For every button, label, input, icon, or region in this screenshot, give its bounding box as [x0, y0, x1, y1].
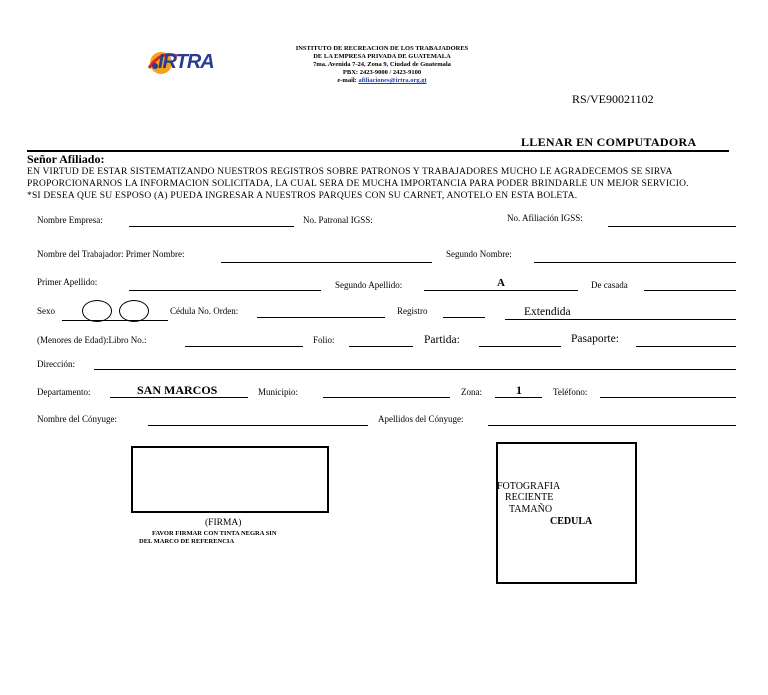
registro-field[interactable]	[443, 317, 485, 318]
signature-box[interactable]	[131, 446, 329, 513]
org-line2: DE LA EMPRESA PRIVADA DE GUATEMALA	[313, 53, 451, 60]
sexo-underline	[62, 320, 168, 321]
label-apellidos-conyuge: Apellidos del Cónyuge:	[378, 414, 464, 424]
label-extendida: Extendida	[524, 306, 571, 318]
libro-field[interactable]	[185, 346, 303, 347]
label-pasaporte: Pasaporte:	[571, 333, 619, 345]
org-address: 7ma. Avenida 7-24, Zona 9, Ciudad de Guatemala	[313, 61, 451, 68]
label-direccion: Dirección:	[37, 359, 75, 369]
signature-label: (FIRMA)	[205, 518, 242, 528]
label-partida: Partida:	[424, 334, 460, 346]
primer-apellido-field[interactable]	[129, 290, 321, 291]
segundo-nombre-field[interactable]	[534, 262, 736, 263]
extendida-field[interactable]	[505, 319, 736, 320]
label-registro: Registro	[397, 306, 428, 316]
cedula-orden-field[interactable]	[257, 317, 385, 318]
form-code: RS/VE90021102	[572, 92, 654, 106]
org-line1: INSTITUTO DE RECREACION DE LOS TRABAJADORES	[295, 45, 469, 52]
label-sexo: Sexo	[37, 306, 55, 316]
salutation: Señor Afiliado:	[27, 152, 105, 166]
label-de-casada: De casada	[591, 280, 628, 290]
label-departamento: Departamento:	[37, 387, 91, 397]
label-menores: (Menores de Edad):Libro No.:	[37, 335, 147, 345]
folio-field[interactable]	[349, 346, 413, 347]
pasaporte-field[interactable]	[636, 346, 736, 347]
segundo-apellido-value: A	[497, 277, 505, 289]
intro-note: *SI DESEA QUE SU ESPOSO (A) PUEDA INGRESAR A NUESTROS PARQUES CON SU CARNET, ANOTELO EN ESTA BOLETA.	[27, 191, 578, 201]
label-telefono: Teléfono:	[553, 387, 588, 397]
partida-field[interactable]	[479, 346, 561, 347]
label-nombre-empresa: Nombre Empresa:	[37, 215, 103, 225]
intro-text	[27, 166, 737, 202]
label-segundo-apellido: Segundo Apellido:	[335, 280, 403, 290]
sexo-option-1[interactable]	[82, 300, 112, 322]
fill-instruction: LLENAR EN COMPUTADORA	[521, 135, 697, 149]
sexo-option-2[interactable]	[119, 300, 149, 322]
intro-paragraph: EN VIRTUD DE ESTAR SISTEMATIZANDO NUESTROS REGISTROS SOBRE PATRONOS Y TRABAJADORES MUCHO LE AGRADECEMOS SE SIRVA PROPORCIONARNOS LA INFORMACION SOLICITADA, LA CUAL SERA DE MUCHA IMPORTANCIA PARA PODER BRINDARLE UN MEJOR SERVICIO.	[27, 167, 689, 189]
label-no-afiliacion: No. Afiliación IGSS:	[507, 213, 583, 223]
label-nombre-conyuge: Nombre del Cónyuge:	[37, 414, 117, 424]
organization-header	[272, 45, 492, 85]
label-segundo-nombre: Segundo Nombre:	[446, 249, 512, 259]
municipio-field[interactable]	[323, 397, 450, 398]
label-no-patronal: No. Patronal IGSS:	[303, 215, 373, 225]
label-primer-nombre: Nombre del Trabajador: Primer Nombre:	[37, 249, 185, 259]
signature-note-2: DEL MARCO DE REFERENCIA	[139, 538, 235, 545]
direccion-field[interactable]	[94, 369, 736, 370]
photo-text-3: TAMAÑO	[509, 504, 553, 515]
label-municipio: Municipio:	[258, 387, 298, 397]
de-casada-field[interactable]	[644, 290, 736, 291]
primer-nombre-field[interactable]	[221, 262, 432, 263]
label-folio: Folio:	[313, 335, 335, 345]
header-rule	[27, 150, 729, 152]
signature-note-1: FAVOR FIRMAR CON TINTA NEGRA SIN	[152, 530, 277, 537]
apellidos-conyuge-field[interactable]	[488, 425, 736, 426]
nombre-empresa-field[interactable]	[129, 226, 294, 227]
label-cedula-orden: Cédula No. Orden:	[170, 306, 239, 316]
org-phone: PBX: 2423-9000 / 2423-9100	[342, 69, 422, 76]
segundo-apellido-field[interactable]	[424, 290, 578, 291]
no-afiliacion-field[interactable]	[608, 226, 736, 227]
photo-text-1: FOTOGRAFIA	[497, 481, 561, 492]
photo-text-4: CEDULA	[550, 516, 593, 527]
label-primer-apellido: Primer Apellido:	[37, 277, 98, 287]
photo-text-2: RECIENTE	[505, 492, 554, 503]
label-zona: Zona:	[461, 387, 482, 397]
email-label: e-mail:	[337, 77, 357, 84]
logo-text: IRTRA	[158, 51, 214, 73]
departamento-value: SAN MARCOS	[137, 383, 218, 397]
email-link[interactable]: afiliaciones@irtra.org.gt	[358, 77, 427, 84]
nombre-conyuge-field[interactable]	[148, 425, 368, 426]
telefono-field[interactable]	[600, 397, 736, 398]
zona-value: 1	[516, 383, 522, 397]
